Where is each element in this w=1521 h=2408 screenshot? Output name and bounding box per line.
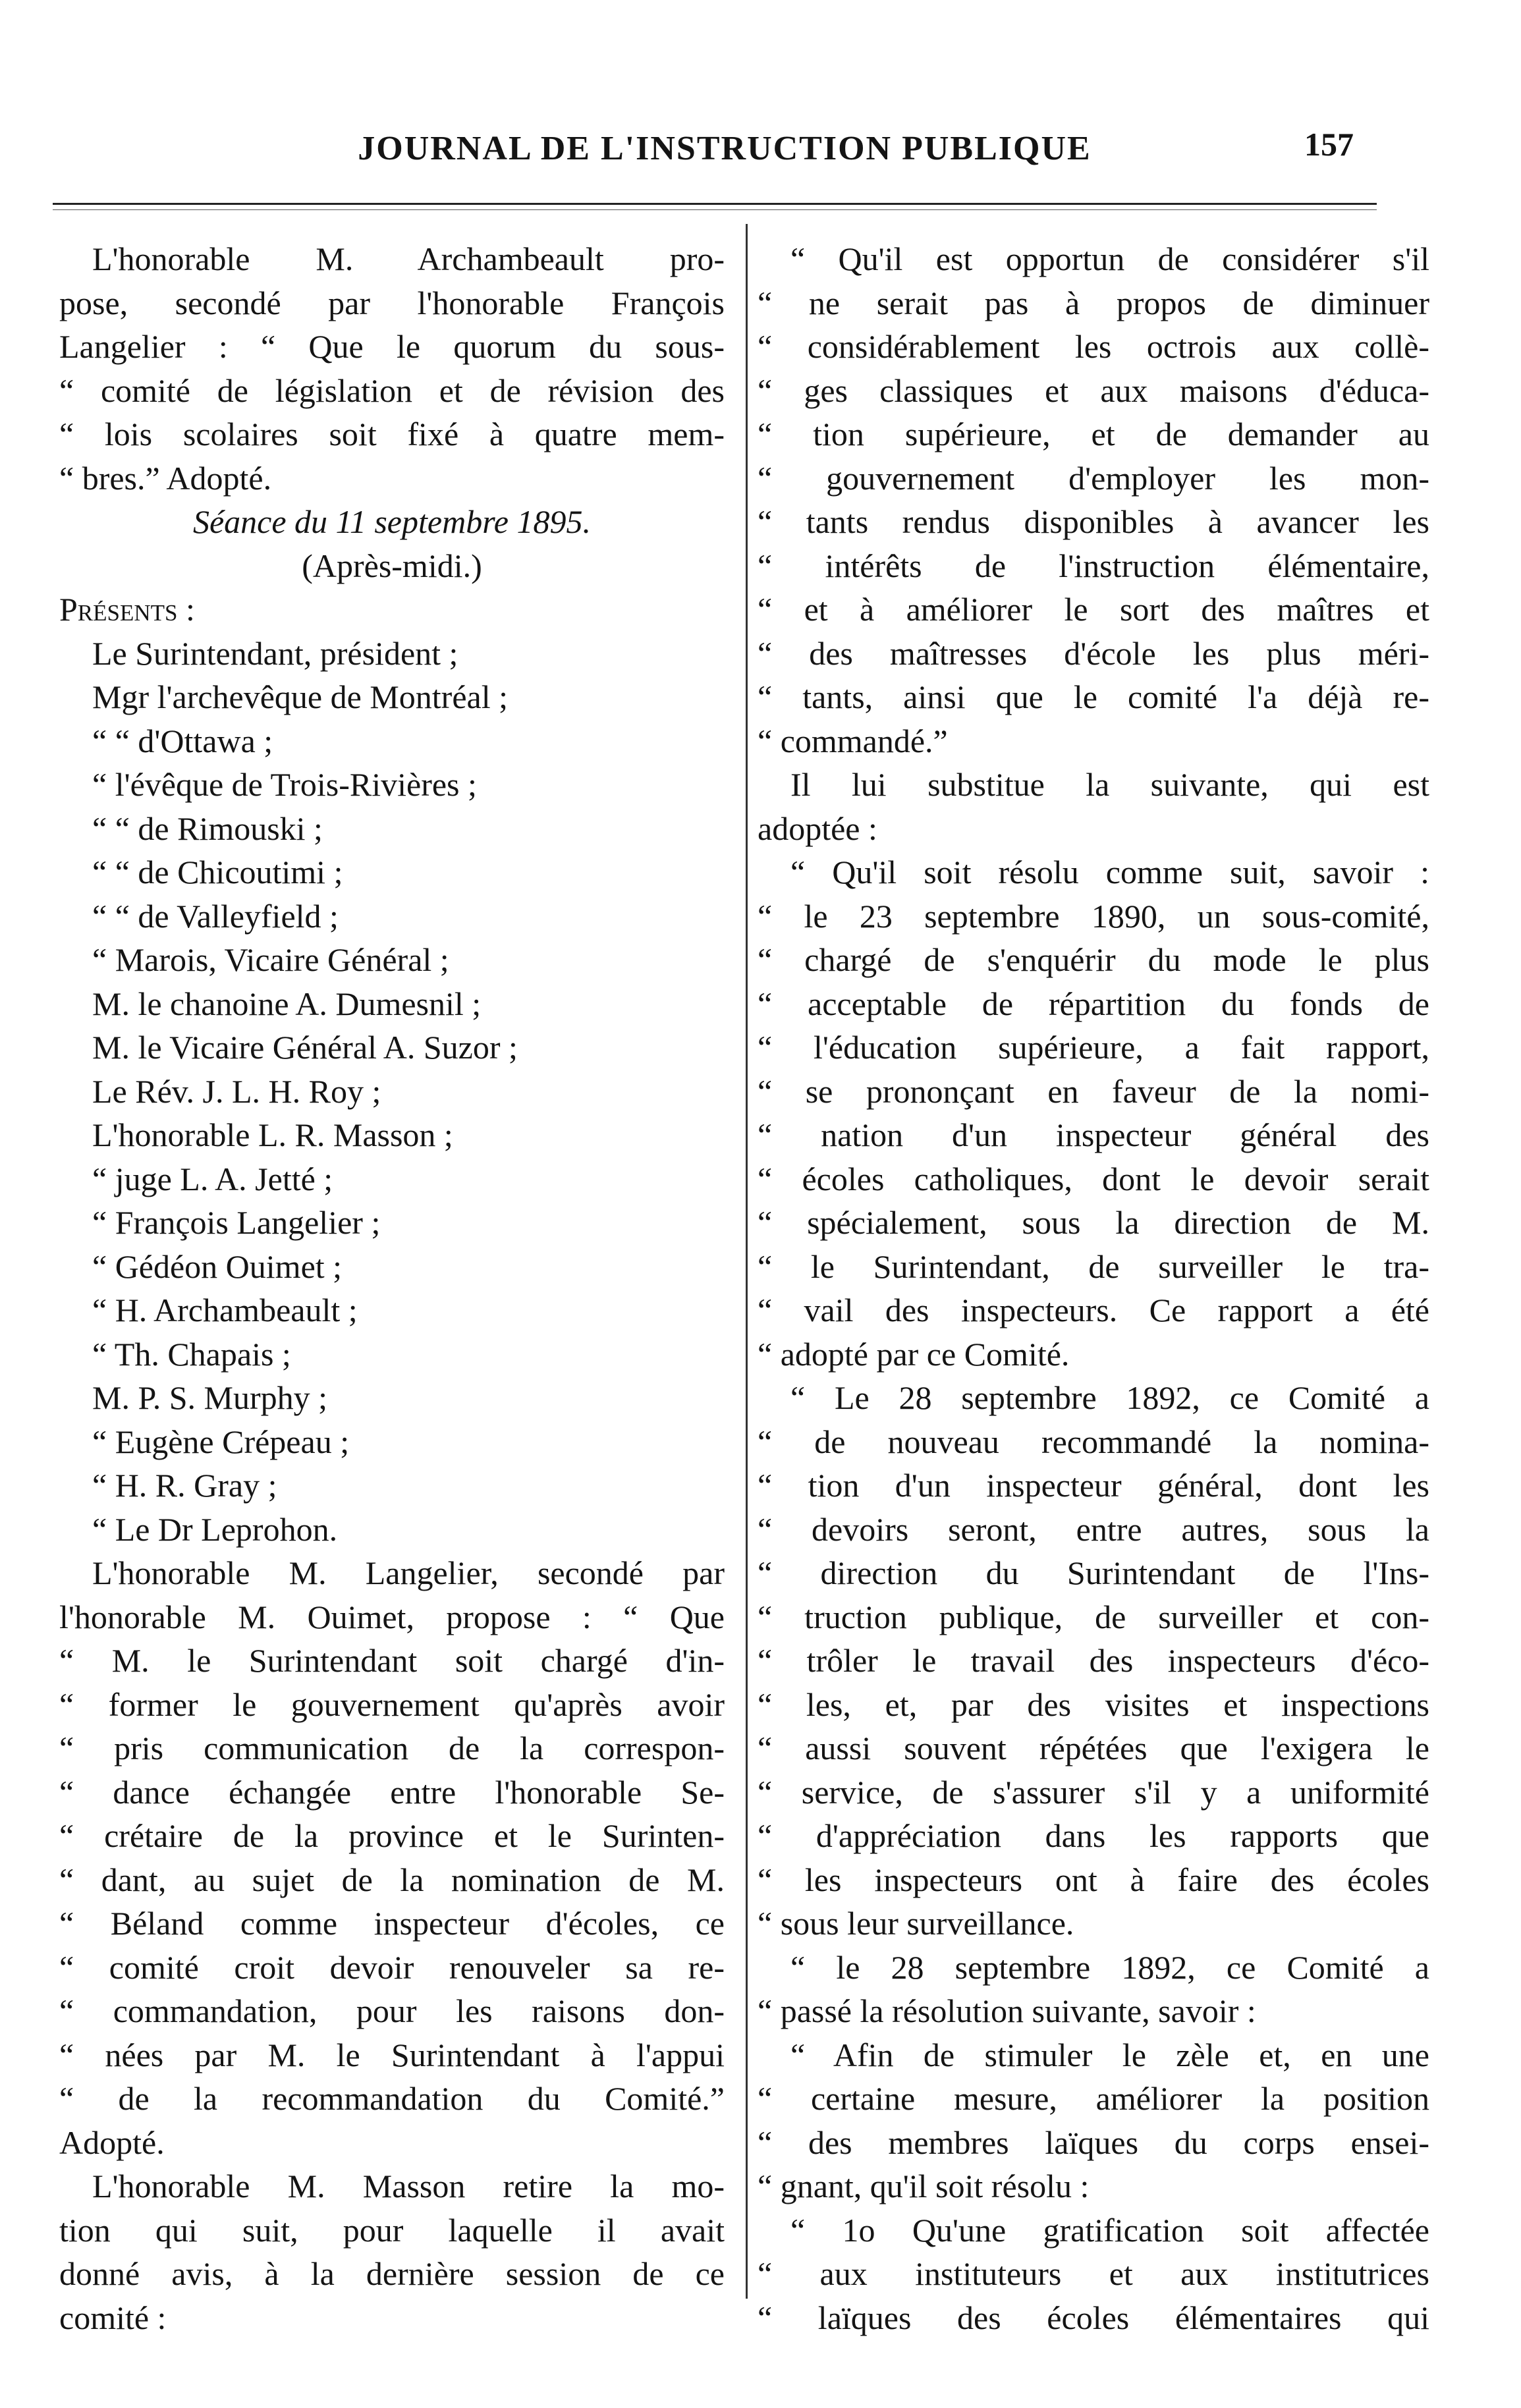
text-line: “ l'évêque de Trois-Rivières ; xyxy=(92,766,477,803)
text-line: “ le Surintendant, de surveiller le tra- xyxy=(758,1247,1429,1285)
text-line: “ H. R. Gray ; xyxy=(92,1467,277,1504)
page-number: 157 xyxy=(1304,126,1354,163)
text-line: “ Béland comme inspecteur d'écoles, ce xyxy=(59,1905,725,1942)
text-line: “ aux instituteurs et aux institutrices xyxy=(758,2255,1429,2292)
text-line: “ tion supérieure, et de demander au xyxy=(758,416,1429,452)
text-line: donné avis, à la dernière session de ce xyxy=(59,2255,725,2292)
text-line: “ nation d'un inspecteur général des xyxy=(758,1116,1429,1153)
text-line: “ trôler le travail des inspecteurs d'éco- xyxy=(758,1642,1429,1679)
text-line: “ Le Dr Leprohon. xyxy=(92,1510,338,1548)
text-line: “ Marois, Vicaire Général ; xyxy=(92,941,449,978)
text-line: “ chargé de s'enquérir du mode le plus xyxy=(758,941,1429,978)
text-line: Langelier : “ Que le quorum du sous- xyxy=(59,328,725,365)
text-line: “ passé la résolution suivante, savoir : xyxy=(758,1992,1256,2029)
text-line: Présents : xyxy=(59,591,195,628)
text-line: “ aussi souvent répétées que l'exigera le xyxy=(758,1730,1429,1766)
text-line: “ former le gouvernement qu'après avoir xyxy=(59,1685,725,1723)
text-line: “ ges classiques et aux maisons d'éduca- xyxy=(758,371,1429,409)
text-line: “ “ de Valleyfield ; xyxy=(92,897,339,935)
text-line: “ H. Archambeault ; xyxy=(92,1292,358,1328)
text-line: “ et à améliorer le sort des maîtres et xyxy=(758,591,1429,628)
text-line: Adopté. xyxy=(59,2123,165,2161)
text-line: “ commandé.” xyxy=(758,722,948,759)
text-line: “ certaine mesure, améliorer la position xyxy=(758,2080,1429,2117)
text-line: “ le 23 septembre 1890, un sous-comité, xyxy=(758,897,1429,935)
text-line: “ François Langelier ; xyxy=(92,1204,381,1241)
text-line: Séance du 11 septembre 1895. xyxy=(192,503,591,540)
text-line: “ truction publique, de surveiller et con- xyxy=(758,1598,1429,1635)
text-line: “ “ de Chicoutimi ; xyxy=(92,854,343,890)
header-rule xyxy=(53,203,1377,205)
text-line: “ gnant, qu'il soit résolu : xyxy=(758,2168,1090,2204)
text-line: “ dance échangée entre l'honorable Se- xyxy=(59,1773,725,1811)
text-line: “ direction du Surintendant de l'Ins- xyxy=(758,1554,1429,1591)
text-line: “ Qu'il soit résolu comme suit, savoir : xyxy=(790,854,1429,890)
text-line: “ Th. Chapais ; xyxy=(92,1335,291,1373)
text-line: “ de nouveau recommandé la nomina- xyxy=(758,1423,1429,1460)
header-rule-thin xyxy=(53,209,1377,210)
text-line: “ crétaire de la province et le Surinten- xyxy=(59,1817,725,1854)
text-line: “ de la recommandation du Comité.” xyxy=(59,2080,725,2117)
text-line: “ ne serait pas à propos de diminuer xyxy=(758,284,1429,321)
text-line: “ tants, ainsi que le comité l'a déjà re- xyxy=(758,678,1429,715)
text-line: “ Eugène Crépeau ; xyxy=(92,1423,350,1460)
text-line: comité : xyxy=(59,2299,167,2336)
right-column xyxy=(758,237,1429,2340)
text-line: “ sous leur surveillance. xyxy=(758,1905,1074,1942)
text-line: “ nées par M. le Surintendant à l'appui xyxy=(59,2036,725,2073)
text-line: “ les inspecteurs ont à faire des écoles xyxy=(758,1861,1429,1898)
text-line: “ dant, au sujet de la nomination de M. xyxy=(59,1861,725,1898)
text-line: l'honorable M. Ouimet, propose : “ Que xyxy=(59,1598,725,1635)
text-line: “ bres.” Adopté. xyxy=(59,459,272,497)
column-separator xyxy=(746,224,748,2299)
text-line: “ considérablement les octrois aux collè- xyxy=(758,328,1429,365)
text-line: “ pris communication de la correspon- xyxy=(59,1730,725,1766)
text-line: “ intérêts de l'instruction élémentaire, xyxy=(758,547,1429,584)
text-line: “ gouvernement d'employer les mon- xyxy=(758,459,1429,497)
text-line: “ M. le Surintendant soit chargé d'in- xyxy=(59,1642,725,1679)
text-line: “ lois scolaires soit fixé à quatre mem- xyxy=(59,416,725,452)
text-line: Le Rév. J. L. H. Roy ; xyxy=(92,1072,381,1110)
text-line: “ écoles catholiques, dont le devoir serait xyxy=(758,1160,1429,1197)
text-line: Le Surintendant, président ; xyxy=(92,634,458,672)
text-line: L'honorable M. Masson retire la mo- xyxy=(92,2168,725,2204)
text-line: M. le chanoine A. Dumesnil ; xyxy=(92,985,482,1022)
text-line: “ tants rendus disponibles à avancer les xyxy=(758,503,1429,540)
text-line: tion qui suit, pour laquelle il avait xyxy=(59,2211,725,2249)
text-line: “ se prononçant en faveur de la nomi- xyxy=(758,1072,1429,1110)
text-line: “ des maîtresses d'école les plus méri- xyxy=(758,634,1429,672)
text-line: “ Gédéon Ouimet ; xyxy=(92,1247,343,1285)
text-line: “ spécialement, sous la direction de M. xyxy=(758,1204,1429,1241)
text-line: “ “ de Rimouski ; xyxy=(92,809,323,847)
text-line: “ adopté par ce Comité. xyxy=(758,1335,1070,1373)
left-column xyxy=(59,237,725,2340)
text-line: “ acceptable de répartition du fonds de xyxy=(758,985,1429,1022)
text-line: Il lui substitue la suivante, qui est xyxy=(790,766,1429,803)
text-line: L'honorable M. Langelier, secondé par xyxy=(92,1554,725,1591)
text-line: “ 1o Qu'une gratification soit affectée xyxy=(790,2211,1429,2249)
text-line: “ juge L. A. Jetté ; xyxy=(92,1160,333,1197)
text-line: adoptée : xyxy=(758,809,877,847)
text-line: “ commandation, pour les raisons don- xyxy=(59,1992,725,2029)
text-line: “ l'éducation supérieure, a fait rapport, xyxy=(758,1029,1429,1066)
text-line: M. le Vicaire Général A. Suzor ; xyxy=(92,1029,518,1066)
text-line: “ Qu'il est opportun de considérer s'il xyxy=(790,240,1429,277)
text-line: “ “ d'Ottawa ; xyxy=(92,722,273,759)
text-line: (Après-midi.) xyxy=(302,547,482,584)
text-line: L'honorable L. R. Masson ; xyxy=(92,1116,453,1153)
text-line: “ des membres laïques du corps ensei- xyxy=(758,2123,1429,2161)
text-line: “ Le 28 septembre 1892, ce Comité a xyxy=(790,1379,1429,1416)
text-line: M. P. S. Murphy ; xyxy=(92,1379,328,1416)
text-line: “ comité croit devoir renouveler sa re- xyxy=(59,1948,725,1986)
text-line: “ tion d'un inspecteur général, dont les xyxy=(758,1467,1429,1504)
text-line: pose, secondé par l'honorable François xyxy=(59,284,725,321)
journal-title: JOURNAL DE L'INSTRUCTION PUBLIQUE xyxy=(358,130,1092,167)
text-line: “ le 28 septembre 1892, ce Comité a xyxy=(790,1948,1429,1986)
text-line: “ d'appréciation dans les rapports que xyxy=(758,1817,1429,1854)
text-line: Mgr l'archevêque de Montréal ; xyxy=(92,678,508,715)
text-line: “ vail des inspecteurs. Ce rapport a été xyxy=(758,1292,1429,1328)
text-line: “ service, de s'assurer s'il y a uniformité xyxy=(758,1773,1429,1811)
text-line: “ les, et, par des visites et inspections xyxy=(758,1685,1429,1723)
text-line: “ devoirs seront, entre autres, sous la xyxy=(758,1510,1429,1548)
text-line: L'honorable M. Archambeault pro- xyxy=(92,240,725,277)
text-line: “ Afin de stimuler le zèle et, en une xyxy=(790,2036,1429,2073)
text-line: “ laïques des écoles élémentaires qui xyxy=(758,2299,1429,2336)
text-line: “ comité de législation et de révision des xyxy=(59,371,725,409)
